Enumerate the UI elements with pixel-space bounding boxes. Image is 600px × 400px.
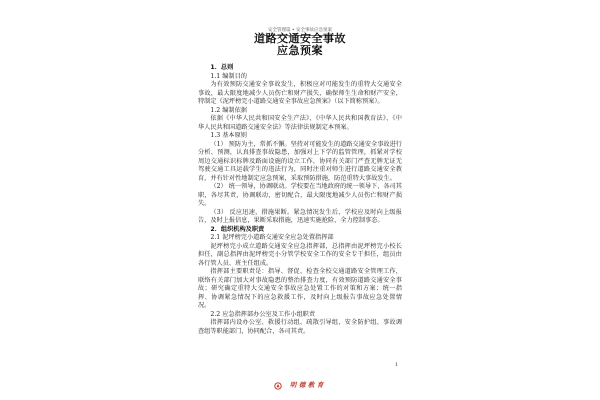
document-body [198,64,402,336]
paragraph: 依据《中华人民共和国安全生产法》、《中华人民共和国教育法》、《中华人民共和国道路交通安全法》等法律法规制定本预案。 [198,115,402,131]
paragraph: 为有效预防交通安全事故发生，积极应对可能发生的重特大交通安全事故，最大限度地减少人员伤亡和财产损失，确保师生生命和财产安全，特制定《泥坪榜完小道路交通安全事故应急预案》（以下简称预案）。 [198,81,402,105]
paragraph: （1） 预防为主，常抓不懈。坚持对可能发生的道路交通安全事故进行分析、预测，认真排查事故隐患，加强对上下学的监管管理，抓紧对学校周边交通标识标牌及路面设施的设立工作，协同有关部门严查无牌无证无驾驶交通工具运载学生的违法行为，同时注重对师生进行道路交通安全教育，并有针对性地制定应急预案，采取预防措施，防范重特大事故发生。 [198,140,402,182]
subsection-heading-1-1: 1.1 编制目的 [210,72,247,80]
footer-logo [0,381,600,391]
running-header-text: 安全管理篇 • 安全事故应急预案 [264,28,336,36]
subsection-heading-1-3: 1.3 基本原则 [210,132,247,139]
logo-text: 明德教育 [289,381,326,389]
paragraph: 指挥部内设办公室、救援行动组、疏散引导组、安全防护组、事故调查组等职能部门，协同配合，各司其责。 [198,319,402,335]
paragraph: 指挥部主要职责是：指导、督促、检查全校交通道路安全管理工作，联络有关部门加大对事故隐患的整治排查力度，有效预防道路交通安全事故；研究确定重特大交通安全事故应急处置工作的对策和方案；统一指挥、协调紧急情况下的应急救援工作，及时向上级报告事故应急处置情况。 [198,268,402,309]
subsection-heading-2-2: 2.2 应急指挥部办公室及工作小组职责 [210,310,316,318]
page-number: 1 [395,362,399,368]
paragraph: （3） 反应迅速，措施果断。紧急情况发生后，学校应及时向上级报告，及时上报信息，果断采取措施，迅速实施抢险，全力控制事态。 [198,208,402,224]
subsection-heading-1-2: 1.2 编制依据 [210,106,247,114]
document-title-line-1: 道路交通安全事故 [254,32,346,45]
document-title [0,33,600,57]
document-title-line-2: 应急预案 [277,44,323,57]
section-heading-2: 2．组织机构及职责 [210,225,265,233]
paragraph: 泥坪榜完小成立道路交通安全应急指挥部，总指挥由泥坪榜完小校长担任，副总指挥由泥坪榜完小分管学校安全工作的安全专干担任，组员由各行管人员、班主任组成。 [198,242,402,267]
section-heading-1: 1．总则 [210,64,234,71]
subsection-heading-2-1: 2.1 泥坪榜完小道路交通安全应急处置指挥部 [210,234,334,241]
logo-mark-icon [274,382,282,390]
paragraph: （2） 统一领导，协调联动。学校要在当地政府的统一领导下，各司其职，各尽其责，协调联动，密切配合，最大限度地减少人员伤亡和财产损失。 [198,183,402,207]
